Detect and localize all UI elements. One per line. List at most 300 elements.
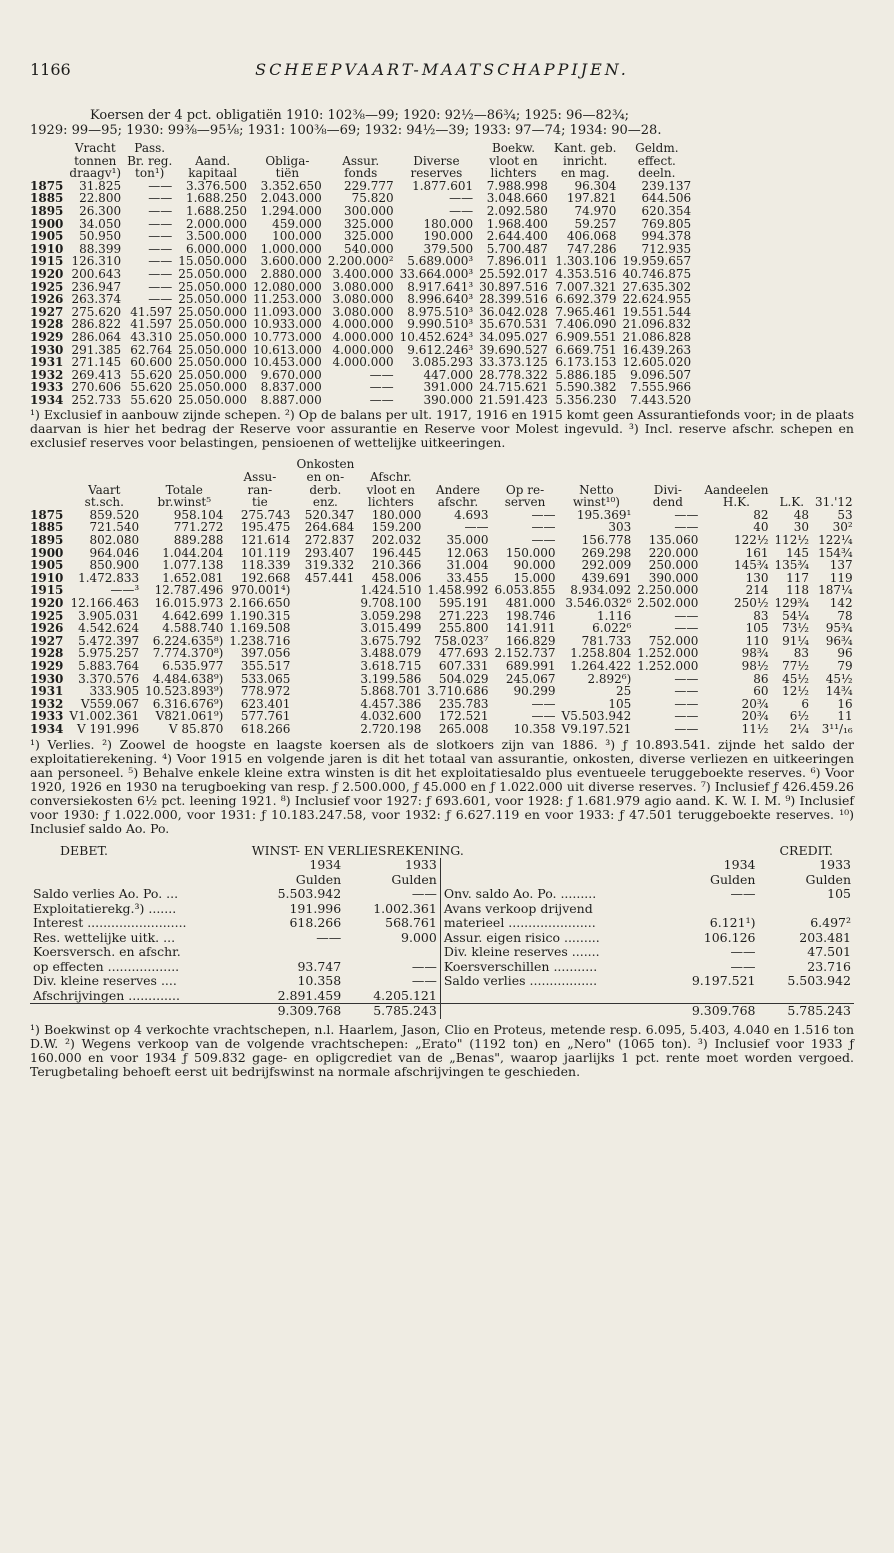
- table-cell: 198.746: [505, 608, 556, 623]
- table-cell: 12.063: [446, 545, 489, 560]
- table-row: [30, 205, 694, 218]
- table-cell: 126.310: [71, 254, 122, 269]
- pl-row: [30, 989, 854, 1004]
- column-header: Diverse: [413, 153, 460, 168]
- table-cell: 286.064: [71, 329, 122, 344]
- table-cell: 1.252.000: [637, 646, 699, 661]
- table-cell: 202.032: [371, 533, 422, 548]
- table-cell: 10.613.000: [253, 342, 322, 357]
- column-header: Boekw.: [491, 141, 536, 155]
- table-cell: 14¾: [825, 684, 853, 699]
- table-cell: 142: [829, 596, 853, 610]
- table-cell: ——: [369, 367, 394, 382]
- year-cell: 1929: [30, 658, 64, 673]
- table-cell: 1.968.400: [486, 216, 548, 231]
- table-cell: 271.223: [438, 608, 489, 623]
- table-cell: ——: [369, 392, 394, 407]
- pl-row: [30, 960, 854, 975]
- table-cell: 12.787.496: [154, 583, 224, 598]
- table-cell: 721.540: [89, 520, 140, 535]
- credit-item: materieel ......................: [440, 916, 663, 931]
- table-cell: ——: [674, 721, 699, 736]
- table-cell: 3.488.079: [360, 646, 422, 661]
- table-cell: ——: [464, 520, 489, 535]
- table-cell: 8.996.640³: [407, 292, 474, 307]
- table-cell: 25.050.000: [178, 342, 248, 357]
- year-1933: 1933: [405, 857, 437, 873]
- column-header: en on-: [306, 470, 345, 485]
- year-cell: 1934: [30, 721, 64, 736]
- table-cell: 83: [793, 646, 810, 661]
- table-cell: 889.288: [173, 533, 224, 548]
- debit-amount: 2.891.459: [277, 987, 342, 1003]
- table-cell: ——: [148, 292, 173, 307]
- table-cell: 7.965.461: [555, 304, 617, 319]
- table-cell: 55.620: [130, 392, 173, 407]
- column-header: Vaart: [88, 482, 121, 497]
- table-cell: 19.551.544: [622, 304, 692, 319]
- table-cell: ——: [674, 507, 699, 522]
- table-row: [30, 381, 694, 394]
- year-cell: 1932: [30, 367, 64, 382]
- table-cell: 25.050.000: [178, 317, 248, 332]
- table-cell: V 191.996: [77, 721, 140, 736]
- table-cell: 3.059.298: [360, 608, 422, 623]
- table-cell: 9.708.100: [360, 596, 422, 610]
- table-cell: 54¼: [782, 608, 810, 623]
- table-cell: [293, 685, 357, 698]
- table-cell: 25.050.000: [178, 279, 248, 294]
- table-cell: 220.000: [648, 545, 699, 560]
- table-cell: 481.000: [505, 596, 556, 610]
- footnote: ¹) Exclusief in aanbouw zijnde schepen. ²) Op de balans per ult. 1917, 1916 en 1915 komt geen Assurantiefonds voor; in de plaats daarvan is hier het bedrag der Reserve voor assurantie en Reserve voor Molest ingevuld. ³) Incl. reserve afschr. schepen en exclusief reserves voor belastingen, pensioenen of wettelijke uitkeeringen.: [30, 407, 854, 451]
- header-row: [30, 167, 694, 180]
- table-cell: 10.773.000: [253, 329, 322, 344]
- table-cell: 520.347: [304, 507, 355, 522]
- column-header: Afschr.: [369, 470, 412, 485]
- table-row: [30, 723, 856, 736]
- column-header: [30, 458, 66, 471]
- column-header: en mag.: [560, 166, 610, 181]
- table-cell: ——: [148, 279, 173, 294]
- table-cell: 121.614: [240, 533, 291, 548]
- table-cell: 1.258.804: [570, 646, 632, 661]
- table-cell: 5.700.487: [486, 241, 548, 256]
- year-cell: 1875: [30, 507, 64, 522]
- table-cell: ——: [148, 178, 173, 193]
- table-cell: 154¾: [818, 545, 853, 560]
- debit-amount: ——: [316, 929, 342, 945]
- table-cell: 137: [829, 558, 853, 573]
- column-header: br.winst⁵: [157, 495, 212, 510]
- bond-prices-line: Koersen der 4 pct. obligatiën 1910: 102⅜—99; 1920: 92½—86¾; 1925: 96—82¾;: [90, 108, 630, 123]
- column-header: draagv¹): [69, 166, 122, 181]
- debit-amount: 4.205.121: [373, 987, 437, 1003]
- table-cell: 48: [793, 507, 810, 522]
- table-cell: 96: [837, 646, 853, 661]
- table-cell: 90.299: [513, 684, 556, 699]
- footnote: ¹) Boekwinst op 4 verkochte vrachtschepen, n.l. Haarlem, Jason, Clio en Proteus, metende resp. 6.095, 5.403, 4.040 en 1.516 ton D.W. ²) Wegens verkoop van de volgende vrachtschepen: „Erato" (1192 ton) en „Nero" (1065 ton). ³) Inclusief voor 1933 ƒ 160.000 en voor 1934 ƒ 509.832 gage- en opligcrediet van de „Benas", waarop jaarlijks 1 pct. rente moet worden vergoed. Terugbetaling behoeft eerst uit bedrijfswinst na normale afschrijvingen te geschieden.: [30, 1021, 854, 1079]
- table-cell: 8.837.000: [260, 380, 322, 395]
- table-cell: 1.190.315: [229, 608, 291, 623]
- table-cell: 771.272: [173, 520, 224, 535]
- table-cell: [293, 647, 357, 660]
- column-header: [66, 458, 142, 471]
- balance-footnotes: [30, 408, 854, 450]
- table-cell: 16.439.263: [622, 342, 692, 357]
- running-title: SCHEEPVAART-MAATSCHAPPIJEN.: [255, 60, 629, 79]
- credit-total: 9.309.768: [663, 1004, 758, 1019]
- table-cell: 25.050.000: [178, 292, 248, 307]
- debit-amount: 5.503.942: [277, 886, 342, 902]
- table-cell: 129¾: [774, 596, 810, 610]
- table-row: [30, 534, 856, 547]
- table-cell: 41.597: [130, 304, 173, 319]
- table-cell: 10.453.000: [253, 355, 322, 370]
- table-cell: 781.733: [581, 633, 632, 648]
- table-cell: 970.001⁴): [231, 583, 291, 598]
- table-cell: ——: [674, 671, 699, 686]
- table-cell: 6.053.855: [494, 583, 556, 598]
- column-header: Pass.: [134, 141, 166, 155]
- column-header: kapitaal: [188, 166, 238, 181]
- column-header: lichters: [367, 495, 414, 510]
- table-cell: 7.406.090: [555, 317, 617, 332]
- table-cell: 95¾: [825, 621, 853, 636]
- table-cell: 30.897.516: [479, 279, 548, 294]
- table-cell: 25: [616, 684, 632, 699]
- credit-amount: 9.197.521: [691, 973, 756, 989]
- column-header: [491, 458, 558, 471]
- header-row: [30, 471, 856, 484]
- profit-loss-account: [30, 844, 854, 1019]
- table-cell: 53: [837, 507, 853, 522]
- pl-row: [30, 916, 854, 931]
- table-cell: 159.200: [371, 520, 422, 535]
- year-cell: 1931: [30, 684, 64, 699]
- table-cell: 91¼: [782, 633, 810, 648]
- table-cell: 145¾: [733, 558, 769, 573]
- table-cell: ——: [148, 266, 173, 281]
- table-cell: 105: [608, 696, 632, 711]
- table-cell: 4.000.000: [332, 342, 394, 357]
- table-cell: 21.591.423: [479, 392, 548, 407]
- debit-amount: 93.747: [297, 958, 342, 974]
- pl-row: [30, 945, 854, 960]
- column-header: enz.: [312, 495, 338, 510]
- table-cell: 28.778.322: [479, 367, 548, 382]
- table-cell: 457.441: [304, 570, 355, 585]
- table-cell: 112½: [774, 533, 810, 548]
- column-header: H.K.: [722, 495, 750, 510]
- table-cell: 75.820: [351, 191, 394, 206]
- table-cell: 59.257: [574, 216, 617, 231]
- table-cell: 325.000: [344, 229, 394, 244]
- table-row: [30, 685, 856, 698]
- year-cell: 1928: [30, 317, 64, 332]
- column-header: [812, 471, 856, 484]
- table-cell: 504.029: [438, 671, 489, 686]
- table-cell: 45½: [825, 671, 853, 686]
- table-cell: 1.169.508: [229, 621, 291, 636]
- table-row: [30, 660, 856, 673]
- table-cell: 130: [745, 570, 769, 585]
- column-header: Aandeelen: [704, 482, 769, 497]
- table-cell: 21.086.828: [622, 329, 692, 344]
- table-cell: 5.975.257: [78, 646, 140, 661]
- table-cell: 62.764: [130, 342, 173, 357]
- table-cell: ——: [148, 191, 173, 206]
- table-cell: 1.238.716: [229, 633, 291, 648]
- table-cell: 12.080.000: [253, 279, 322, 294]
- table-cell: [293, 660, 357, 673]
- table-cell: 291.385: [71, 342, 122, 357]
- table-cell: 31.004: [446, 558, 489, 573]
- debit-amount: 618.266: [289, 915, 342, 931]
- table-cell: 6½: [789, 709, 810, 724]
- table-cell: 7.896.011: [486, 254, 548, 269]
- header-row: [30, 458, 856, 471]
- column-header: [325, 142, 397, 155]
- debit-total: 9.309.768: [249, 1004, 344, 1019]
- year-cell: 1933: [30, 380, 64, 395]
- table-cell: 1.044.204: [162, 545, 224, 560]
- table-row: [30, 509, 856, 522]
- credit-amount: 5.503.942: [787, 973, 851, 989]
- table-cell: 50.950: [79, 229, 122, 244]
- table-cell: ——: [148, 216, 173, 231]
- table-cell: 3.376.500: [185, 178, 248, 193]
- year-cell: 1934: [30, 392, 64, 407]
- debet-label: DEBET.: [60, 842, 108, 858]
- table-cell: [293, 698, 357, 711]
- column-header: effect.: [637, 153, 676, 168]
- table-cell: ——: [531, 696, 556, 711]
- table-cell: 255.800: [438, 621, 489, 636]
- table-cell: 118.339: [240, 558, 291, 573]
- pl-row: [30, 931, 854, 946]
- column-header: Assu-: [243, 470, 277, 485]
- year-cell: 1910: [30, 570, 64, 585]
- table-cell: ——: [148, 229, 173, 244]
- table-cell: 4.032.600: [360, 709, 422, 724]
- table-cell: 4.353.516: [555, 266, 617, 281]
- table-row: [30, 622, 856, 635]
- table-cell: 4.588.740: [162, 621, 224, 636]
- table-cell: 96.304: [574, 178, 617, 193]
- table-cell: 577.761: [240, 709, 291, 724]
- credit-amount: ——: [730, 944, 756, 960]
- table-cell: 197.821: [566, 191, 617, 206]
- table-cell: 25.050.000: [178, 304, 248, 319]
- column-header: [701, 471, 771, 484]
- table-cell: 30²: [832, 520, 853, 535]
- table-row: [30, 521, 856, 534]
- table-cell: 86: [753, 671, 769, 686]
- table-cell: 3.710.686: [427, 684, 489, 699]
- results-footnotes: [30, 738, 854, 836]
- table-row: [30, 293, 694, 306]
- table-cell: 25.050.000: [178, 392, 248, 407]
- credit-amount: 105: [827, 886, 851, 902]
- table-cell: 2.000.000: [185, 216, 248, 231]
- table-cell: 15.050.000: [178, 254, 248, 269]
- table-cell: 7.007.321: [555, 279, 617, 294]
- table-cell: 35.670.531: [479, 317, 548, 332]
- footnote: ¹) Verlies. ²) Zoowel de hoogste en laagste koersen als de slotkoers zijn van 1886. ³) ƒ 10.893.541. zijnde het saldo der exploitatierekening. ⁴) Voor 1915 en volgende jaren is dit het totaal van assurantie, onkosten, diverse verliezen en uitkeeringen aan personeel. ⁵) Behalve enkele kleine extra winsten is dit het exploitatiesaldo plus eventueele teruggeboekte reserves. ⁶) Voor 1920, 1926 en 1930 na terugboeking van resp. ƒ 2.500.000, ƒ 45.000 en ƒ 1.022.000 uit diverse reserves. ⁷) Inclusief ƒ 426.459.26 conversiekosten 6½ pct. leening 1921. ⁸) Inclusief voor 1927: ƒ 693.601, voor 1928: ƒ 1.681.979 agio aand. K. W. I. M. ⁹) Inclusief voor 1930: ƒ 1.022.000, voor 1931: ƒ 10.183.247.58, voor 1932: ƒ 6.627.119 en voor 1933: ƒ 47.501 teruggeboekte reserves. ¹⁰) Inclusief saldo Ao. Po.: [30, 736, 854, 836]
- column-header: [559, 471, 635, 484]
- table-cell: V821.061⁹): [155, 709, 224, 724]
- table-cell: 180.000: [371, 507, 422, 522]
- credit-amount: [663, 902, 758, 917]
- column-header: st.sch.: [84, 495, 124, 510]
- table-cell: 3.546.032⁶: [565, 596, 632, 610]
- credit-amount: ——: [730, 886, 756, 902]
- table-cell: 145: [786, 545, 810, 560]
- table-cell: 20¾: [741, 696, 769, 711]
- table-cell: 74.970: [574, 203, 617, 218]
- table-cell: 752.000: [648, 633, 699, 648]
- table-cell: 447.000: [423, 367, 474, 382]
- column-header: Andere: [435, 482, 480, 497]
- credit-amount: [663, 989, 758, 1004]
- year-cell: 1927: [30, 304, 64, 319]
- table-cell: 196.445: [371, 545, 422, 560]
- table-cell: 119: [829, 570, 853, 585]
- table-cell: 150.000: [505, 545, 556, 560]
- table-cell: 1.688.250: [185, 191, 248, 206]
- table-cell: 39.690.527: [479, 342, 548, 357]
- table-cell: 78: [837, 608, 853, 623]
- table-cell: 2.720.198: [360, 721, 422, 736]
- column-header: [142, 458, 226, 471]
- column-header: derb.: [309, 482, 342, 497]
- debit-amount: 1.002.361: [373, 900, 437, 916]
- table-cell: ——³: [110, 583, 140, 598]
- table-cell: 79: [837, 658, 853, 673]
- table-cell: 4.000.000: [332, 317, 394, 332]
- year-cell: 1930: [30, 342, 64, 357]
- table-cell: 6.224.635⁸): [152, 633, 224, 648]
- header-row: [30, 496, 856, 509]
- table-cell: 758.023⁷: [434, 633, 489, 648]
- column-header: Vracht: [74, 141, 116, 155]
- table-cell: [293, 597, 357, 610]
- table-cell: 11.093.000: [253, 304, 322, 319]
- table-cell: 28.399.516: [479, 292, 548, 307]
- table-cell: 778.972: [240, 684, 291, 699]
- table-cell: 26.300: [79, 203, 122, 218]
- debit-amount: 10.358: [297, 973, 342, 989]
- table-cell: ——: [449, 203, 474, 218]
- pl-row: [30, 974, 854, 989]
- year-cell: 1905: [30, 558, 64, 573]
- year-1933: 1933: [819, 857, 851, 873]
- table-cell: 439.691: [581, 570, 632, 585]
- credit-amount: 6.497²: [810, 915, 851, 931]
- table-row: [30, 597, 856, 610]
- table-cell: 3¹¹/₁₆: [821, 721, 853, 736]
- table-cell: 1.472.833: [78, 570, 140, 585]
- table-cell: ——: [531, 507, 556, 522]
- table-cell: 3.199.586: [360, 671, 422, 686]
- credit-amount: 6.121¹): [709, 915, 756, 931]
- column-header: afschr.: [437, 495, 479, 510]
- table-cell: 210.366: [371, 558, 422, 573]
- column-header: [491, 471, 558, 484]
- currency-label: Gulden: [391, 871, 437, 887]
- table-cell: 200.643: [71, 266, 122, 281]
- table-cell: 477.693: [438, 646, 489, 661]
- year-cell: 1895: [30, 203, 64, 218]
- table-cell: 265.008: [438, 721, 489, 736]
- table-cell: 122½: [733, 533, 769, 548]
- table-cell: 166.829: [505, 633, 556, 648]
- credit-amount: 203.481: [799, 929, 851, 945]
- table-cell: 8.917.641³: [407, 279, 474, 294]
- table-cell: 229.777: [344, 178, 394, 193]
- column-header: [771, 471, 812, 484]
- table-cell: 3.080.000: [332, 304, 394, 319]
- table-cell: 118: [786, 583, 810, 598]
- table-cell: ——: [449, 191, 474, 206]
- column-header: [30, 167, 66, 180]
- table-cell: 9.990.510³: [407, 317, 474, 332]
- table-cell: 607.331: [438, 658, 489, 673]
- table-cell: 30: [793, 520, 810, 535]
- debit-amount: ——: [411, 886, 437, 902]
- table-cell: 45½: [782, 671, 810, 686]
- table-cell: 859.520: [89, 507, 140, 522]
- table-cell: 117: [786, 570, 810, 585]
- bond-prices-line: 1929: 99—95; 1930: 99⅜—95⅛; 1931: 100⅜—69; 1932: 94½—39; 1933: 97—74; 1934: 90—28.: [30, 123, 662, 138]
- column-header: Divi-: [653, 482, 682, 497]
- table-cell: 325.000: [344, 216, 394, 231]
- table-cell: 34.050: [79, 216, 122, 231]
- table-cell: 292.009: [581, 558, 632, 573]
- year-1934: 1934: [309, 857, 342, 873]
- table-cell: 802.080: [89, 533, 140, 548]
- debit-item: Koersversch. en afschr.: [33, 944, 181, 960]
- table-cell: 105: [745, 621, 769, 636]
- column-header: vloot en: [489, 153, 538, 168]
- column-header: [634, 471, 701, 484]
- table-cell: 3.600.000: [260, 254, 322, 269]
- table-cell: 6.669.751: [555, 342, 617, 357]
- table-cell: 190.000: [423, 229, 474, 244]
- table-cell: 4.484.638⁹): [152, 671, 224, 686]
- table-cell: ——: [674, 520, 699, 535]
- table-cell: 459.000: [272, 216, 322, 231]
- table-cell: 1.688.250: [185, 203, 248, 218]
- column-header: [30, 142, 66, 155]
- table-cell: 55.620: [130, 380, 173, 395]
- column-header: [142, 471, 226, 484]
- column-header: [250, 142, 325, 155]
- table-cell: 355.517: [240, 658, 291, 673]
- credit-item: Saldo verlies .................: [440, 974, 663, 989]
- column-header: [812, 458, 856, 471]
- table-cell: 303: [608, 520, 632, 535]
- column-header: [66, 471, 142, 484]
- table-cell: 390.000: [423, 392, 474, 407]
- table-cell: 156.778: [581, 533, 632, 548]
- table-cell: 3.400.000: [332, 266, 394, 281]
- debit-item: Afschrijvingen .............: [33, 987, 180, 1003]
- column-header: reserves: [410, 166, 463, 181]
- credit-item: Div. kleine reserves .......: [440, 945, 663, 960]
- table-cell: 9.096.507: [630, 367, 692, 382]
